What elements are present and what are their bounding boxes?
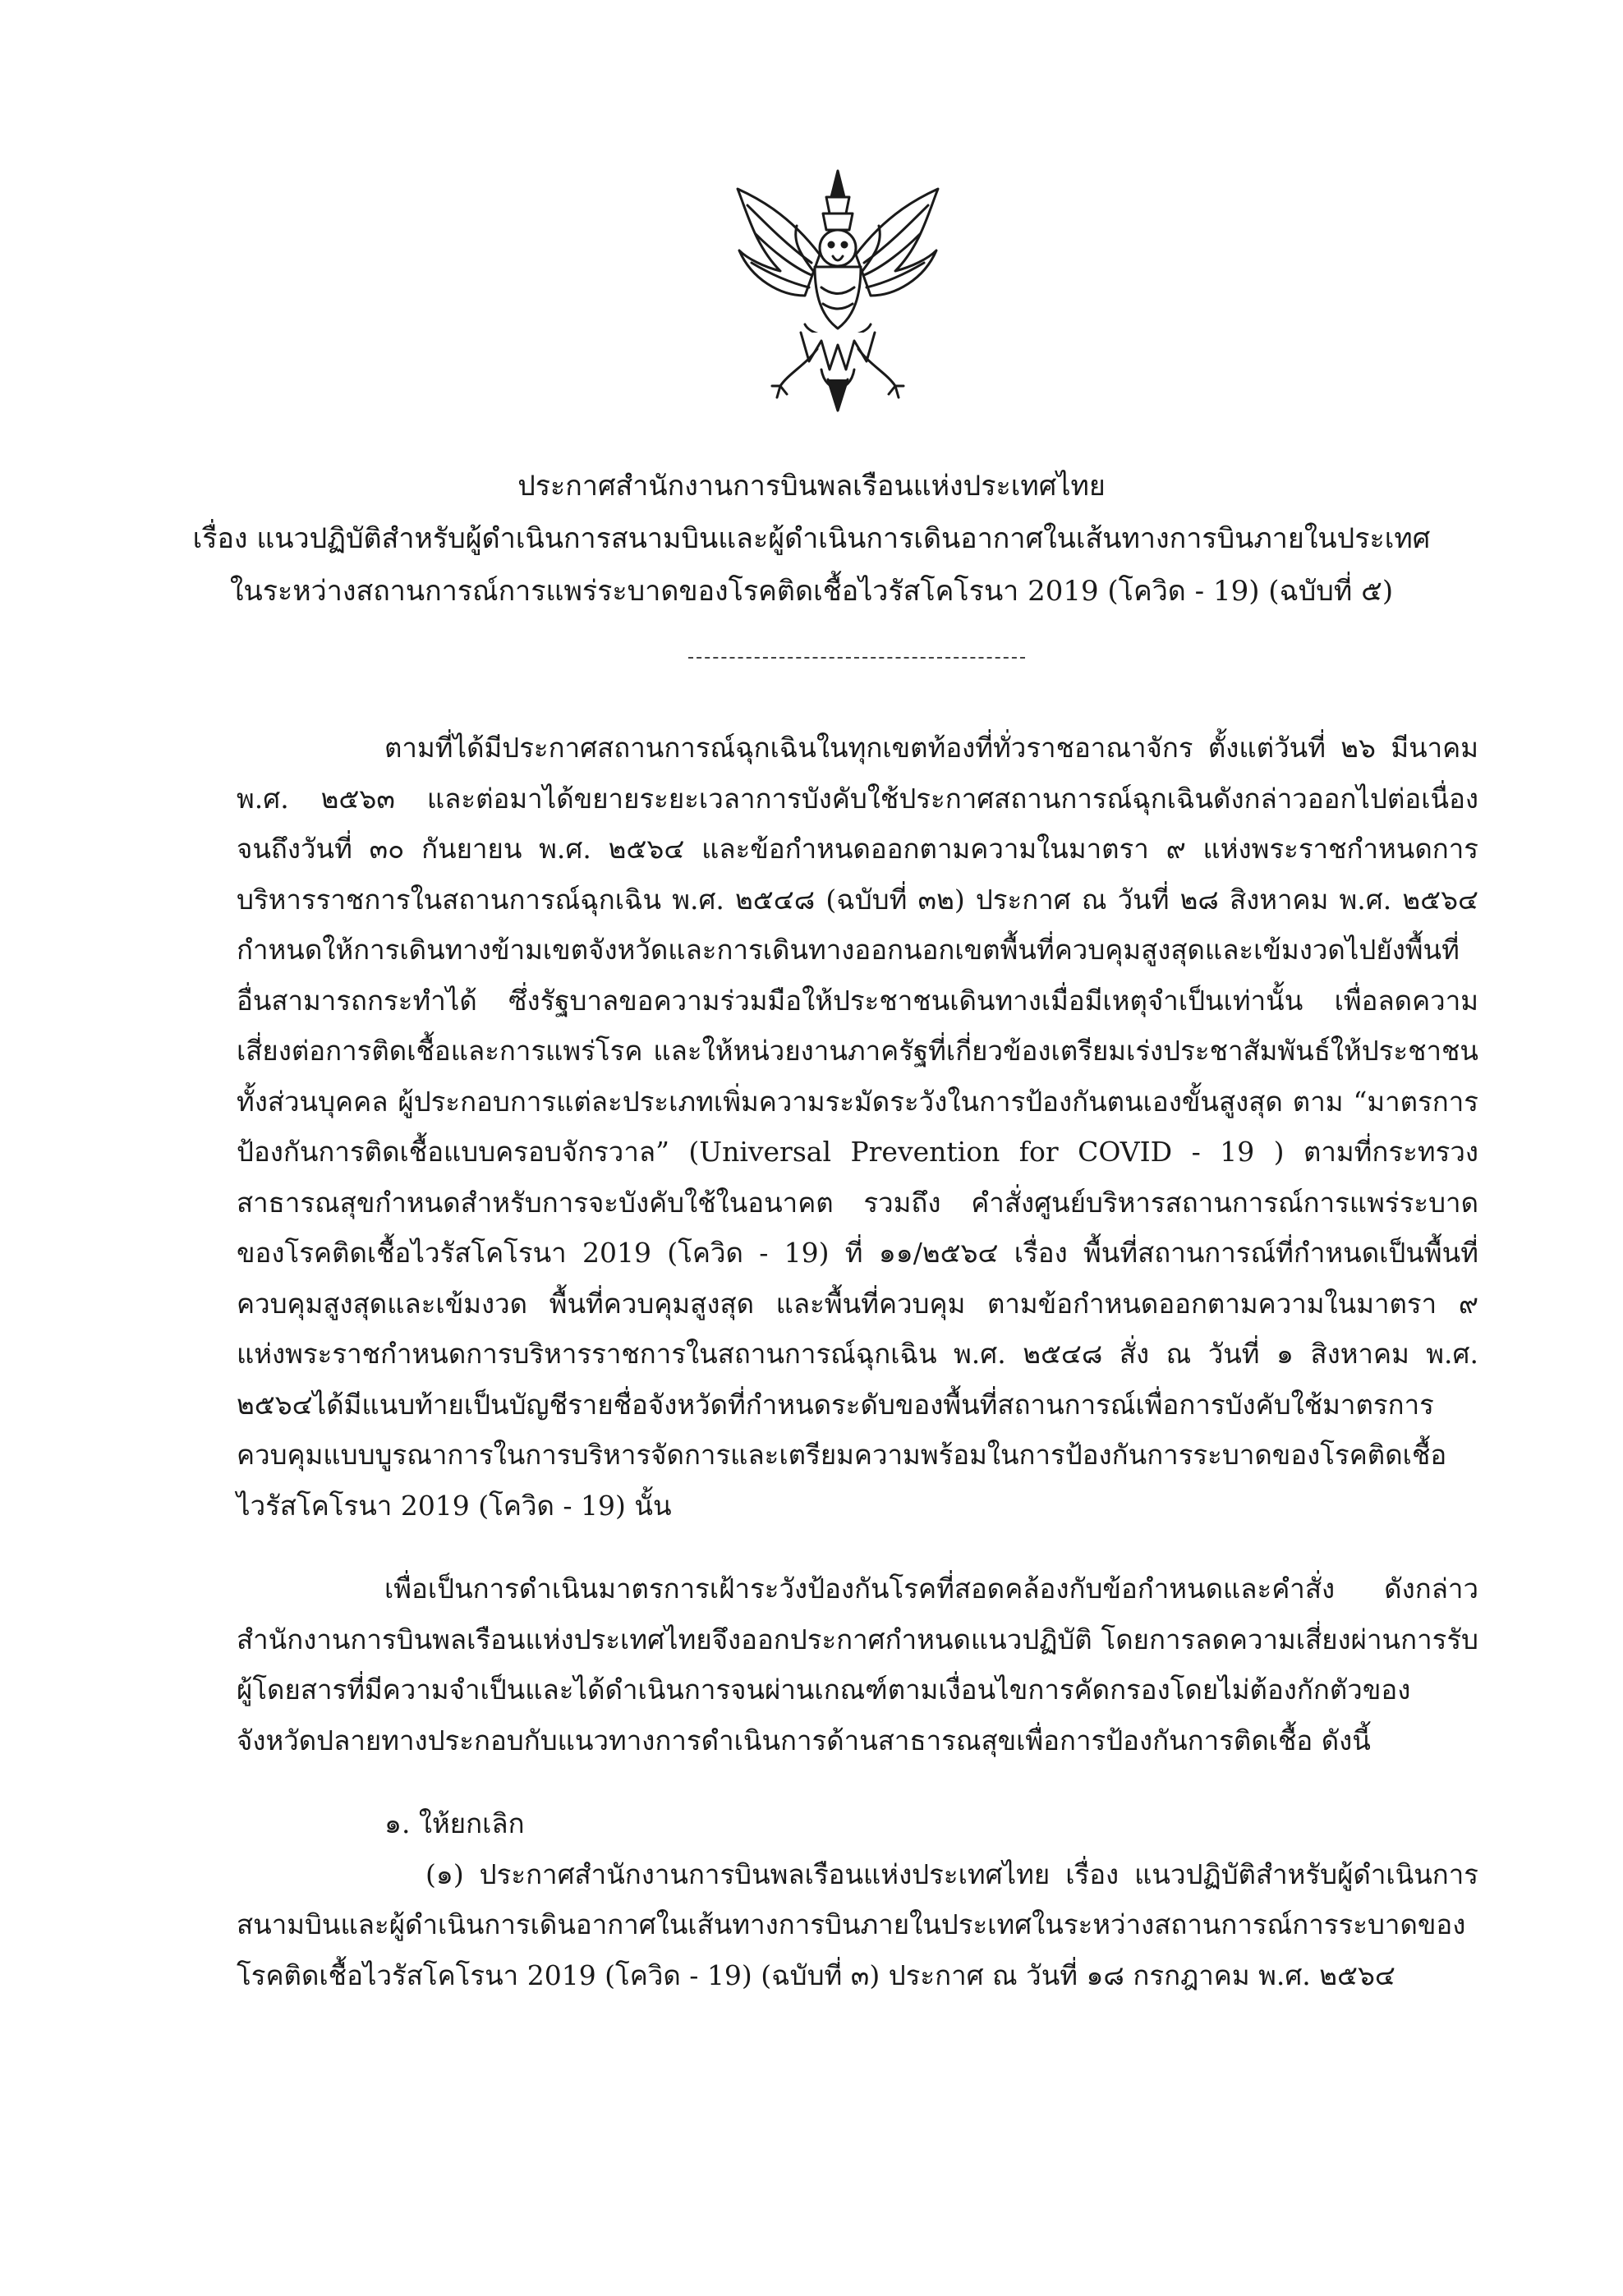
heading-subject: เรื่อง แนวปฏิบัติสำหรับผู้ดำเนินการสนามบินและผู้ดำเนินการเดินอากาศในเส้นทางการบินภายในประเทศ (192, 522, 1431, 555)
heading-context: ในระหว่างสถานการณ์การแพร่ระบาดของโรคติดเชื้อไวรัสโคโรนา 2019 (โควิด - 19) (ฉบับที่ ๕) (229, 575, 1394, 608)
heading-agency: ประกาศสำนักงานการบินพลเรือนแห่งประเทศไทย (517, 470, 1106, 503)
document-body (237, 723, 1478, 2000)
heading-divider (688, 657, 1025, 659)
garuda-emblem-icon (723, 164, 953, 419)
announcement-heading (164, 460, 1459, 618)
paragraph-1: ตามที่ได้มีประกาศสถานการณ์ฉุกเฉินในทุกเขตท้องที่ทั่วราชอาณาจักร ตั้งแต่วันที่ ๒๖ มีนาคม พ.ศ. ๒๕๖๓ และต่อมาได้ขยายระยะเวลาการบังคับใช้ประกาศสถานการณ์ฉุกเฉินดังกล่าวออกไปต่อเนื่อง จนถึงวันที่ ๓๐ กันยายน พ.ศ. ๒๕๖๔ และข้อกำหนดออกตามความในมาตรา ๙ แห่งพระราชกำหนดการบริหารราชการในสถานการณ์ฉุกเฉิน พ.ศ. ๒๕๔๘ (ฉบับที่ ๓๒) ประกาศ ณ วันที่ ๒๘ สิงหาคม พ.ศ. ๒๕๖๔ กำหนดให้การเดินทางข้ามเขตจังหวัดและการเดินทางออกนอกเขตพื้นที่ควบคุมสูงสุดและเข้มงวดไปยังพื้นที่อื่นสามารถกระทำได้ ซึ่งรัฐบาลขอความร่วมมือให้ประชาชนเดินทางเมื่อมีเหตุจำเป็นเท่านั้น เพื่อลดความเสี่ยงต่อการติดเชื้อและการแพร่โรค และให้หน่วยงานภาครัฐที่เกี่ยวข้องเตรียมเร่งประชาสัมพันธ์ให้ประชาชนทั้งส่วนบุคคล ผู้ประกอบการแต่ละประเภทเพิ่มความระมัดระวังในการป้องกันตนเองขั้นสูงสุด ตาม “มาตรการป้องกันการติดเชื้อแบบครอบจักรวาล” (Universal Prevention for COVID - 19 ) ตามที่กระทรวงสาธารณสุขกำหนดสำหรับการจะบังคับใช้ในอนาคต รวมถึง คำสั่งศูนย์บริหารสถานการณ์การแพร่ระบาดของโรคติดเชื้อไวรัสโคโรนา 2019 (โควิด - 19) ที่ ๑๑/๒๕๖๔ เรื่อง พื้นที่สถานการณ์ที่กำหนดเป็นพื้นที่ควบคุมสูงสุดและเข้มงวด พื้นที่ควบคุมสูงสุด และพื้นที่ควบคุม ตามข้อกำหนดออกตามความในมาตรา ๙ แห่งพระราชกำหนดการบริหารราชการในสถานการณ์ฉุกเฉิน พ.ศ. ๒๕๔๘ สั่ง ณ วันที่ ๑ สิงหาคม พ.ศ. ๒๕๖๔ได้มีแนบท้ายเป็นบัญชีรายชื่อจังหวัดที่กำหนดระดับของพื้นที่สถานการณ์เพื่อการบังคับใช้มาตรการควบคุมแบบบูรณาการในการบริหารจัดการและเตรียมความพร้อมในการป้องกันการระบาดของโรคติดเชื้อไวรัสโคโรนา 2019 (โควิด - 19) นั้น (237, 732, 1478, 1522)
clause-1-subitem-1: (๑) ประกาศสำนักงานการบินพลเรือนแห่งประเทศไทย เรื่อง แนวปฏิบัติสำหรับผู้ดำเนินการสนามบินและผู้ดำเนินการเดินอากาศในเส้นทางการบินภายในประเทศในระหว่างสถานการณ์การระบาดของโรคติดเชื้อไวรัสโคโรนา 2019 (โควิด - 19) (ฉบับที่ ๓) ประกาศ ณ วันที่ ๑๘ กรกฎาคม พ.ศ. ๒๕๖๔ (237, 1857, 1478, 1991)
paragraph-2: เพื่อเป็นการดำเนินมาตรการเฝ้าระวังป้องกันโรคที่สอดคล้องกับข้อกำหนดและคำสั่ง ดังกล่าว สำนักงานการบินพลเรือนแห่งประเทศไทยจึงออกประกาศกำหนดแนวปฏิบัติ โดยการลดความเสี่ยงผ่านการรับผู้โดยสารที่มีความจำเป็นและได้ดำเนินการจนผ่านเกณฑ์ตามเงื่อนไขการคัดกรองโดยไม่ต้องกักตัวของจังหวัดปลายทางประกอบกับแนวทางการดำเนินการด้านสาธารณสุขเพื่อการป้องกันการติดเชื้อ ดังนี้ (237, 1573, 1478, 1756)
clause-1: ๑. ให้ยกเลิก (384, 1807, 525, 1839)
